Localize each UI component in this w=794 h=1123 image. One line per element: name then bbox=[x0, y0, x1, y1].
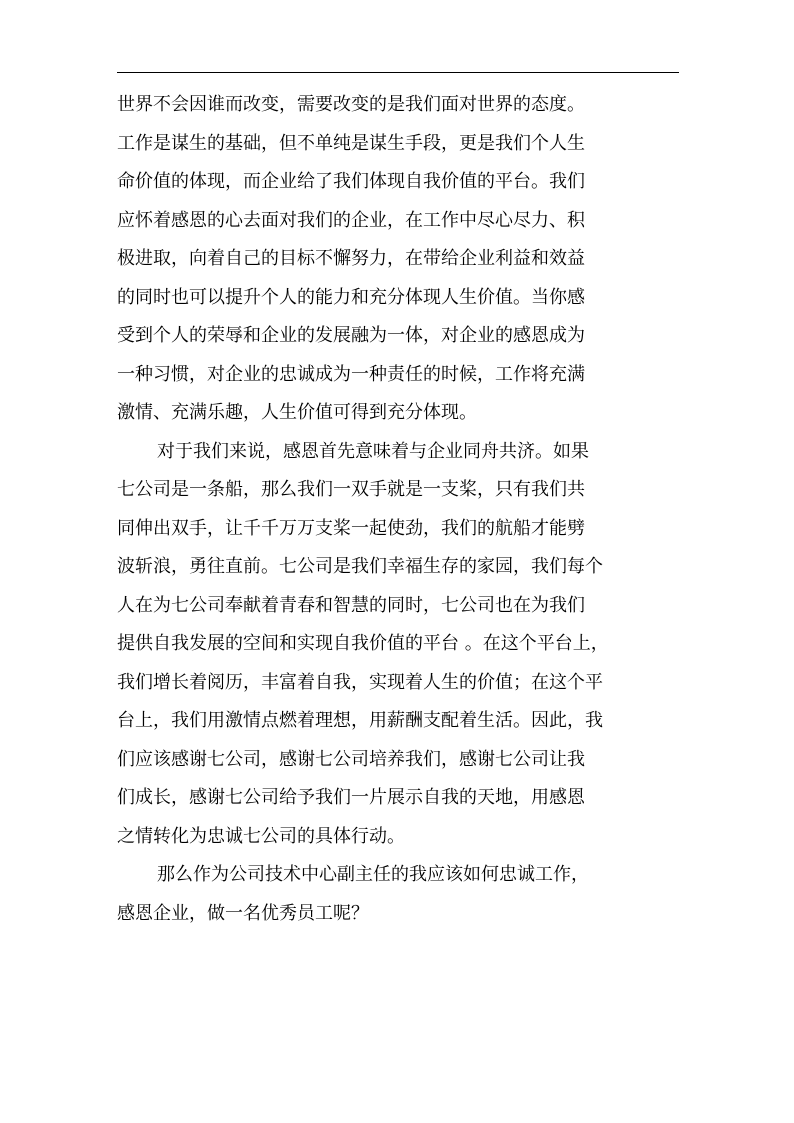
body-text bbox=[117, 86, 679, 933]
header-rule bbox=[117, 72, 679, 73]
text-line: 们成长，感谢七公司给予我们一片展示自我的天地，用感恩 bbox=[117, 787, 585, 808]
text-line: 极进取，向着自己的目标不懈努力，在带给企业利益和效益 bbox=[117, 248, 585, 269]
text-line: 同伸出双手，让千千万万支桨一起使劲，我们的航船才能劈 bbox=[117, 517, 585, 539]
text-line: 工作是谋生的基础，但不单纯是谋生手段，更是我们个人生 bbox=[117, 132, 585, 154]
text-line: 感恩企业，做一名优秀员工呢？ bbox=[117, 902, 369, 924]
text-line: 人在为七公司奉献着青春和智慧的同时，七公司也在为我们 bbox=[117, 594, 585, 616]
text-line: 之情转化为忠诚七公司的具体行动。 bbox=[117, 825, 405, 847]
text-line: 那么作为公司技术中心副主任的我应该如何忠诚工作， bbox=[157, 864, 589, 885]
text-line: 世界不会因谁而改变，需要改变的是我们面对世界的态度。 bbox=[117, 94, 585, 115]
text-line: 受到个人的荣辱和企业的发展融为一体，对企业的感恩成为 bbox=[117, 325, 585, 346]
text-line: 命价值的体现，而企业给了我们体现自我价值的平台。我们 bbox=[117, 171, 585, 192]
text-line: 我们增长着阅历，丰富着自我，实现着人生的价值；在这个平 bbox=[117, 671, 603, 693]
text-line: 应怀着感恩的心去面对我们的企业，在工作中尽心尽力、积 bbox=[117, 209, 585, 231]
text-line: 波斩浪，勇往直前。七公司是我们幸福生存的家园，我们每个 bbox=[117, 556, 603, 577]
text-line: 们应该感谢七公司，感谢七公司培养我们，感谢七公司让我 bbox=[117, 748, 585, 770]
text-line: 一种习惯，对企业的忠诚成为一种责任的时候，工作将充满 bbox=[117, 363, 585, 385]
text-line: 激情、充满乐趣，人生价值可得到充分体现。 bbox=[117, 402, 477, 423]
text-line: 对于我们来说，感恩首先意味着与企业同舟共济。如果 bbox=[157, 440, 589, 462]
text-line: 提供自我发展的空间和实现自我价值的平台 。在这个平台上， bbox=[117, 633, 609, 654]
text-line: 七公司是一条船，那么我们一双手就是一支桨，只有我们共 bbox=[117, 479, 585, 500]
text-line: 台上，我们用激情点燃着理想，用薪酬支配着生活。因此，我 bbox=[117, 710, 603, 731]
text-line: 的同时也可以提升个人的能力和充分体现人生价值。当你感 bbox=[117, 286, 585, 308]
